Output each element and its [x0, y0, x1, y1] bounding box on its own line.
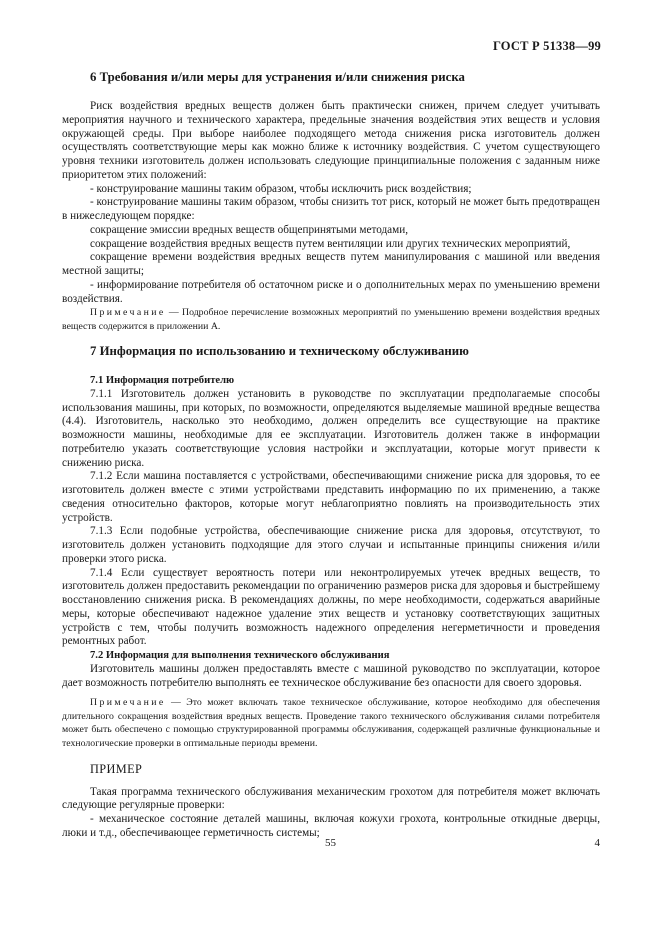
note-text: — Подробное перечисление возможных мероприятий по уменьшению времени воздействия вредных веществ содержится в приложении А. — [62, 307, 600, 332]
subsection-7-2-title: 7.2 Информация для выполнения технического обслуживания — [90, 650, 390, 662]
document-header-code: ГОСТ Р 51338—99 — [492, 39, 601, 53]
section-6-subitem-3: сокращение времени воздействия вредных веществ путем манипулирования с машиной или введения местной защиты; — [62, 251, 600, 277]
note-label: Примечание — [90, 307, 166, 319]
note-text: — Это может включать такое техническое обслуживание, которое необходимо для обеспечения длительного сокращения воздействия вредных веществ. Проведение такого технического обслуживания силами потребителя может быть обеспечено с помощью структурированной программы обслуживания, содержащей различные функциональные и технологические проверки в оптимальные периоды времени. — [62, 697, 600, 749]
page-number: 55 — [325, 837, 336, 849]
section-6-item-1: - конструирование машины таким образом, чтобы исключить риск воздействия; — [90, 182, 472, 195]
section-7-note — [62, 696, 600, 750]
clause-7-1-4: 7.1.4 Если существует вероятность потери или неконтролируемых утечек вредных веществ, то изготовитель должен предоставить рекомендации по ограничению размеров риска для здоровья и быстрейшему восстановлению снижения риска. В рекомендациях должны, по мере необходимости, содержаться аварийные меры, которые обеспечивают надежное удаление этих веществ и установку соответствующих защитных устройств с тем, чтобы получить возможность надежного определения негерметичности и проведения ремонтных работ. — [62, 566, 600, 648]
clause-7-1-1: 7.1.1 Изготовитель должен установить в руководстве по эксплуатации предполагаемые способы использования машины, при которых, по возможности, определяются выделяемые машиной вредные вещества (4.4). Изготовитель, насколько это необходимо, должен определить все существующие на практике возможности машины, необходимые для ее эксплуатации. Изготовитель должен также в информации потребителю указать соответствующие условия настройки и эксплуатации, которые могут привести к снижению риска. — [62, 387, 600, 469]
clause-7-1-3: 7.1.3 Если подобные устройства, обеспечивающие снижение риска для здоровья, отсутствуют, то изготовитель должен установить подходящие для этого случаи и испытанные принципы снижения и/или проверки этого риска. — [62, 525, 600, 565]
clause-7-2-text: Изготовитель машины должен предоставлять вместе с машиной руководство по эксплуатации, которое дает возможность потребителю выполнять ее техническое обслуживание без опасности для своего здоровья. — [62, 662, 600, 689]
section-7-title: 7 Информация по использованию и техническому обслуживанию — [90, 344, 469, 359]
section-6-item-2: - конструирование машины таким образом, чтобы снизить тот риск, который не может быть предотвращен в нижеследующем порядке: — [62, 196, 600, 222]
sheet-number: 4 — [594, 837, 600, 849]
example-item: - механическое состояние деталей машины, включая кожухи грохота, контрольные откидные дверцы, люки и т.д., обеспечивающее герметичность системы; — [62, 813, 600, 839]
clause-7-1-2: 7.1.2 Если машина поставляется с устройствами, обеспечивающими снижение риска для здоровья, то ее изготовитель должен вместе с этими устройствами представить информацию по их применению, а также сведения относительно факторов, которые могут неблагоприятно повлиять на производительность этих устройств. — [62, 470, 600, 524]
section-6-title: 6 Требования и/или меры для устранения и/или снижения риска — [90, 70, 465, 84]
subsection-7-1-title: 7.1 Информация потребителю — [90, 375, 235, 387]
section-6-intro: Риск воздействия вредных веществ должен быть практически снижен, причем следует учитывать мероприятия научного и технического характера, предельные значения воздействия этих веществ и условия окружающей среды. При выборе наиболее подходящего метода снижения риска изготовитель должен осуществлять соответствующие меры как можно ближе к источнику воздействия. С учетом существующего уровня техники изготовитель должен использовать следующие принципиальные положения с заданным ниже приоритетом этих положений: — [62, 100, 600, 181]
section-6-subitem-2: сокращение воздействия вредных веществ путем вентиляции или других технических мероприятий, — [90, 237, 571, 250]
example-heading: ПРИМЕР — [90, 761, 143, 776]
note-label: Примечание — [90, 697, 166, 709]
section-6-item-3: - информирование потребителя об остаточном риске и о дополнительных мерах по уменьшению времени воздействия. — [62, 278, 600, 305]
section-6-note — [62, 306, 600, 333]
section-6-subitem-1: сокращение эмиссии вредных веществ общепринятыми методами, — [90, 223, 409, 236]
example-paragraph: Такая программа технического обслуживания механическим грохотом для потребителя может включать следующие регулярные проверки: — [62, 785, 600, 812]
page-content — [62, 70, 600, 841]
